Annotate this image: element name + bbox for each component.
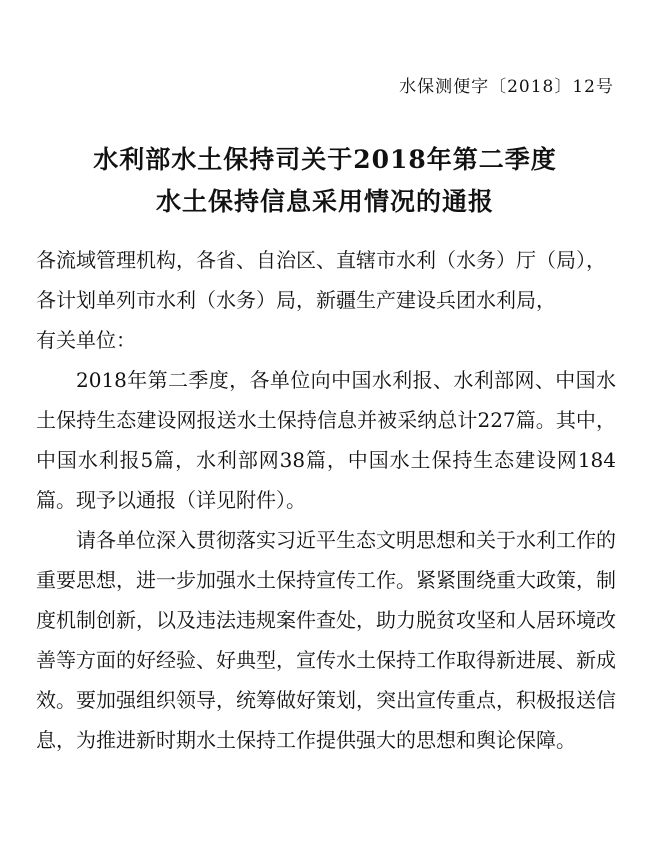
document-body	[36, 240, 616, 760]
document-title-line-1: 水利部水土保持司关于2018年第二季度	[93, 145, 557, 174]
paragraph-requirements: 请各单位深入贯彻落实习近平生态文明思想和关于水利工作的重要思想，进一步加强水土保持宣传工作。紧紧围绕重大政策，制度机制创新，以及违法违规案件查处，助力脱贫攻坚和人居环境改善等方面的好经验、好典型，宣传水土保持工作取得新进展、新成效。要加强组织领导，统筹做好策划，突出宣传重点，积极报送信息，为推进新时期水土保持工作提供强大的思想和舆论保障。	[36, 528, 616, 752]
addressee-line-1: 各流域管理机构，各省、自治区、直辖市水利（水务）厅（局），	[36, 248, 606, 272]
addressee-line-2: 各计划单列市水利（水务）局，新疆生产建设兵团水利局，	[36, 288, 556, 312]
paragraph-statistics: 2018年第二季度，各单位向中国水利报、水利部网、中国水土保持生态建设网报送水土保持信息并被采纳总计227篇。其中，中国水利报5篇，水利部网38篇，中国水土保持生态建设网184篇。现予以通报（详见附件）。	[36, 368, 616, 512]
addressee-line-3: 有关单位：	[36, 328, 136, 352]
document-title-line-2: 水土保持信息采用情况的通报	[155, 187, 494, 216]
document-number: 水保测便字〔2018〕12号	[399, 77, 614, 97]
